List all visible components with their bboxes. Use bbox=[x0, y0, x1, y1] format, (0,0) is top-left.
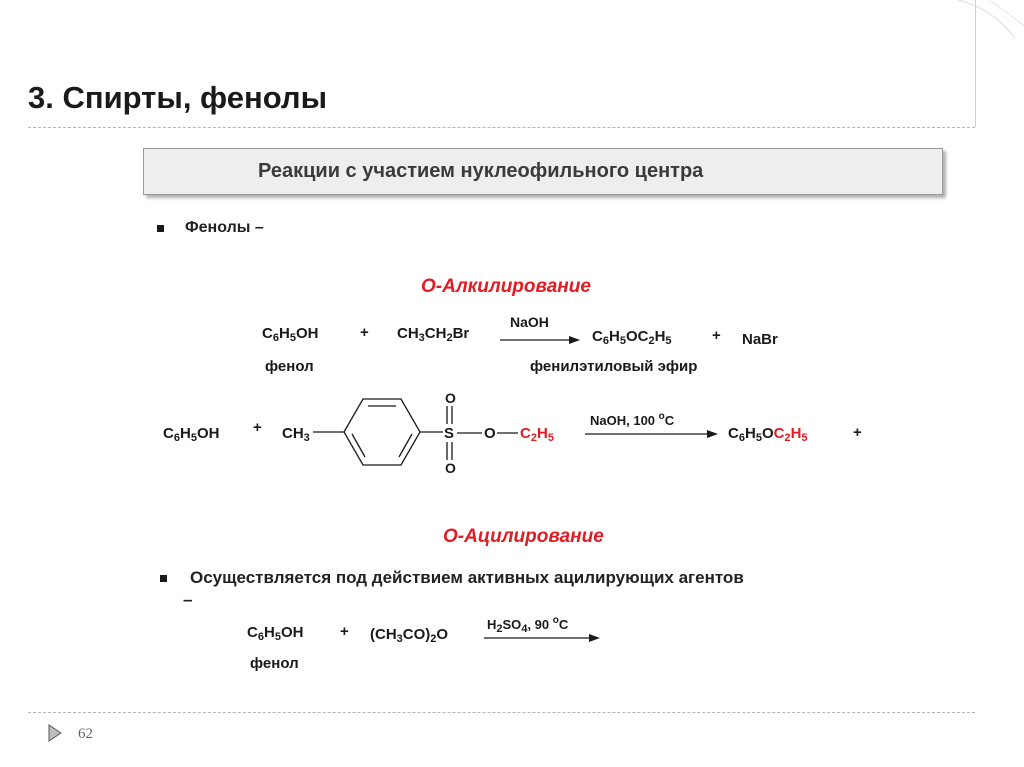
bullet-acylation-dash: – bbox=[183, 590, 193, 609]
formula-segment: 2 bbox=[530, 432, 537, 444]
formula-segment: C bbox=[262, 325, 273, 342]
formula-segment: CH bbox=[397, 325, 419, 342]
formula-segment: 6 bbox=[257, 631, 264, 643]
formula-segment: 3 bbox=[396, 633, 403, 645]
reaction2-methyl bbox=[282, 425, 310, 447]
benzene-ring bbox=[344, 399, 420, 465]
formula-segment: C bbox=[728, 425, 739, 442]
reaction1-label-phenol: фенол bbox=[265, 358, 314, 375]
reaction2-oxygen-bottom: O bbox=[445, 460, 456, 476]
formula-segment: H bbox=[263, 624, 275, 641]
formula-segment: 2 bbox=[784, 432, 791, 444]
formula-segment: C bbox=[520, 425, 531, 442]
formula-segment: 6 bbox=[738, 432, 745, 444]
formula-segment: H bbox=[654, 328, 666, 345]
formula-segment: NaOH, 100 bbox=[590, 413, 659, 428]
formula-segment: O bbox=[436, 626, 449, 643]
formula-segment: H bbox=[608, 328, 620, 345]
reaction3-reactant1 bbox=[247, 624, 303, 646]
formula-segment: OH bbox=[295, 325, 319, 342]
formula-segment: O bbox=[761, 425, 774, 442]
page-number: 62 bbox=[78, 726, 93, 742]
header-box-text: Реакции с участием нуклеофильного центра bbox=[258, 160, 704, 182]
reaction1-plus: + bbox=[360, 324, 369, 341]
reaction1-reactant1 bbox=[262, 325, 318, 347]
reaction2-plus: + bbox=[253, 419, 262, 436]
formula-segment: C bbox=[163, 425, 174, 442]
formula-segment: C bbox=[247, 624, 258, 641]
formula-segment: 5 bbox=[274, 631, 281, 643]
formula-segment: 5 bbox=[289, 332, 296, 344]
reaction2-ethyl bbox=[520, 425, 554, 447]
right-border-line bbox=[975, 0, 976, 127]
play-triangle-icon bbox=[47, 724, 63, 742]
formula-segment: CH bbox=[424, 325, 447, 342]
reaction2-product1 bbox=[728, 425, 808, 447]
formula-segment: H bbox=[790, 425, 802, 442]
formula-segment: H bbox=[536, 425, 548, 442]
reaction3-condition bbox=[487, 612, 568, 638]
formula-segment: C bbox=[592, 328, 603, 345]
reaction2-plus2: + bbox=[853, 424, 862, 441]
formula-segment: H bbox=[744, 425, 756, 442]
formula-segment: 5 bbox=[547, 432, 554, 444]
reaction3-label-phenol: фенол bbox=[250, 655, 299, 672]
formula-segment: (CH bbox=[370, 626, 397, 643]
corner-decoration bbox=[958, 0, 1015, 38]
formula-segment: C bbox=[773, 425, 785, 442]
formula-segment: 5 bbox=[665, 335, 672, 347]
formula-segment: , 90 bbox=[527, 617, 553, 632]
formula-segment: 2 bbox=[648, 335, 655, 347]
square-bullet-icon bbox=[160, 575, 167, 582]
formula-segment: C bbox=[664, 413, 675, 428]
formula-segment: 2 bbox=[496, 623, 503, 635]
formula-segment: 6 bbox=[272, 332, 279, 344]
corner-decoration bbox=[988, 0, 1024, 26]
benzene-inner-bond bbox=[399, 434, 412, 457]
formula-segment: 2 bbox=[446, 332, 453, 344]
reaction1-plus2: + bbox=[712, 327, 721, 344]
formula-segment: CO) bbox=[402, 626, 431, 643]
slide-title: 3. Спирты, фенолы bbox=[28, 80, 328, 115]
reaction3-plus: + bbox=[340, 623, 349, 640]
formula-segment: SO bbox=[502, 617, 522, 632]
formula-segment: o bbox=[658, 411, 665, 422]
formula-segment: C bbox=[558, 617, 569, 632]
bullet-phenols: Фенолы – bbox=[185, 219, 264, 236]
reaction3-reactant2 bbox=[370, 626, 448, 648]
formula-segment: H bbox=[278, 325, 290, 342]
benzene-inner-bond bbox=[352, 434, 365, 457]
formula-segment: 3 bbox=[418, 332, 425, 344]
formula-segment: 5 bbox=[619, 335, 626, 347]
formula-segment: 3 bbox=[303, 432, 310, 444]
reaction1-product2: NaBr bbox=[742, 331, 778, 348]
square-bullet-icon bbox=[157, 225, 164, 232]
formula-segment: o bbox=[552, 615, 559, 626]
formula-segment: H bbox=[179, 425, 191, 442]
formula-segment: 6 bbox=[602, 335, 609, 347]
reaction2-oxygen-top: O bbox=[445, 390, 456, 406]
reaction2-oxygen-ester: O bbox=[484, 425, 496, 442]
formula-segment: 4 bbox=[521, 623, 528, 635]
formula-segment: Br bbox=[452, 325, 470, 342]
reaction1-reactant2 bbox=[397, 325, 469, 347]
formula-segment: OH bbox=[280, 624, 304, 641]
reaction2-sulfur: S bbox=[444, 425, 455, 442]
formula-segment: 2 bbox=[430, 633, 437, 645]
formula-segment: CH bbox=[282, 425, 304, 442]
header-box bbox=[143, 148, 943, 195]
reaction2-arrow bbox=[585, 430, 718, 438]
reaction1-product1 bbox=[592, 328, 672, 350]
reaction1-arrow bbox=[500, 336, 580, 344]
reaction2-condition bbox=[590, 408, 674, 430]
reaction2-reactant1 bbox=[163, 425, 219, 447]
bullet-acylation-agents: Осуществляется под действием активных ацилирующих агентов bbox=[190, 568, 744, 587]
formula-segment: 5 bbox=[755, 432, 762, 444]
reaction1-condition: NaOH bbox=[510, 314, 549, 330]
acylation-heading: О-Ацилирование bbox=[443, 526, 604, 547]
title-divider bbox=[28, 127, 975, 128]
formula-segment: H bbox=[487, 617, 497, 632]
formula-segment: OH bbox=[196, 425, 220, 442]
formula-segment: 5 bbox=[190, 432, 197, 444]
footer-divider bbox=[28, 712, 975, 713]
formula-segment: 5 bbox=[801, 432, 808, 444]
reaction1-label-ether: фенилэтиловый эфир bbox=[530, 358, 698, 375]
formula-segment: OC bbox=[625, 328, 649, 345]
alkylation-heading: О-Алкилирование bbox=[421, 276, 591, 297]
formula-segment: 6 bbox=[173, 432, 180, 444]
